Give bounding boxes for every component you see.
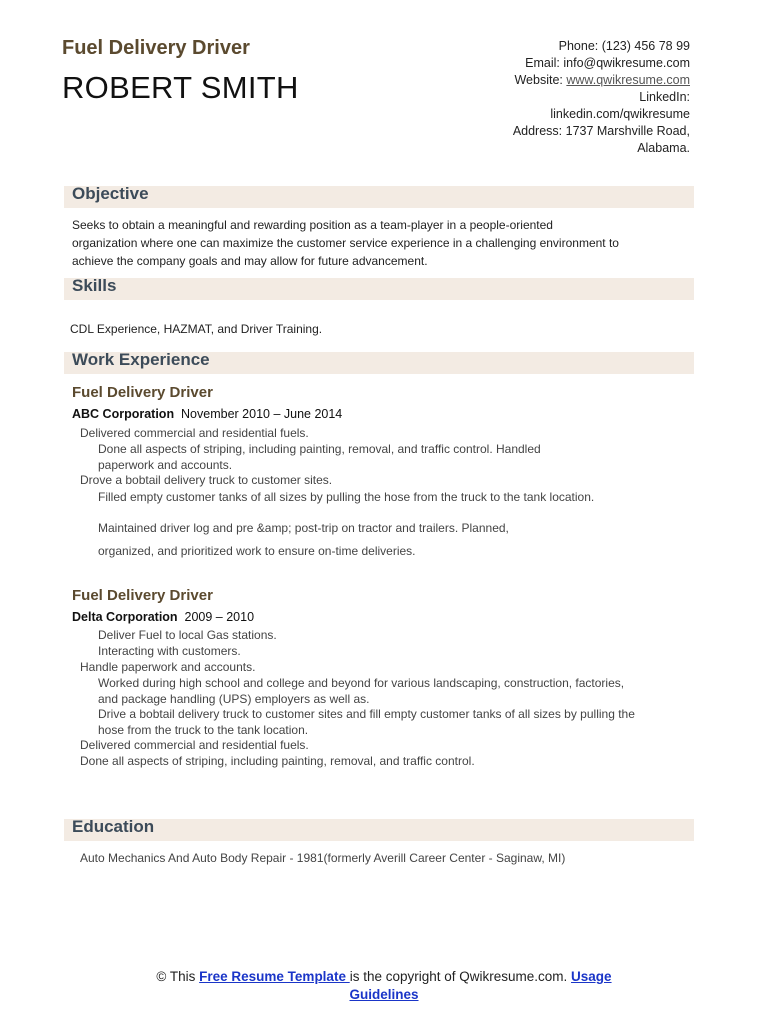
free-resume-template-link[interactable]: Free Resume Template xyxy=(199,969,350,984)
objective-text xyxy=(72,216,692,270)
skills-section-band xyxy=(64,278,694,300)
job-duty: Done all aspects of striping, including painting, removal, and traffic control. xyxy=(80,754,475,768)
objective-line: organization where one can maximize the customer service experience in a challenging environment to xyxy=(72,236,619,250)
contact-website-label: Website: xyxy=(514,73,567,87)
contact-block xyxy=(430,38,690,157)
job-duty: organized, and prioritized work to ensure on-time deliveries. xyxy=(98,544,416,558)
contact-linkedin-label: LinkedIn: xyxy=(639,90,690,104)
footer-middle: is the copyright of Qwikresume.com. xyxy=(349,969,572,984)
job-company: ABC Corporation xyxy=(72,407,175,421)
job-duty: Done all aspects of striping, including painting, removal, and traffic control. Handled xyxy=(98,442,541,456)
footer-copyright xyxy=(0,968,768,1004)
job-duty: Worked during high school and college and beyond for various landscaping, construction, factories, xyxy=(98,676,625,690)
job-duty: Drove a bobtail delivery truck to customer sites. xyxy=(80,473,333,487)
objective-line: Seeks to obtain a meaningful and rewarding position as a team-player in a people-oriented xyxy=(72,218,553,232)
skills-heading: Skills xyxy=(72,276,117,295)
contact-address-line1: Address: 1737 Marshville Road, xyxy=(512,124,690,138)
job-duty: Filled empty customer tanks of all sizes by pulling the hose from the truck to the tank location. xyxy=(98,490,595,504)
job-duty: Delivered commercial and residential fuels. xyxy=(80,426,309,440)
job-duty: Delivered commercial and residential fuels. xyxy=(80,738,309,752)
job-title: Fuel Delivery Driver xyxy=(72,587,213,604)
job-duty: hose from the truck to the tank location. xyxy=(98,723,309,737)
job-duty: Deliver Fuel to local Gas stations. xyxy=(98,628,277,642)
contact-linkedin-value: linkedin.com/qwikresume xyxy=(550,107,690,121)
job-dates: November 2010 – June 2014 xyxy=(181,407,343,421)
job-title: Fuel Delivery Driver xyxy=(72,384,213,401)
skills-text: CDL Experience, HAZMAT, and Driver Training. xyxy=(70,322,323,336)
footer-prefix: © This xyxy=(156,969,200,984)
contact-phone: Phone: (123) 456 78 99 xyxy=(558,39,690,53)
job-employer-line xyxy=(72,610,254,624)
objective-section-band xyxy=(64,186,694,208)
contact-website xyxy=(430,72,690,89)
contact-email: Email: info@qwikresume.com xyxy=(525,56,690,70)
job-duty: and package handling (UPS) employers as well as. xyxy=(98,692,370,706)
job-duty: Handle paperwork and accounts. xyxy=(80,660,256,674)
objective-line: achieve the company goals and may allow for future advancement. xyxy=(72,254,428,268)
resume-job-title: Fuel Delivery Driver xyxy=(62,37,250,59)
job-company: Delta Corporation xyxy=(72,610,178,624)
job-duty: Interacting with customers. xyxy=(98,644,241,658)
education-heading: Education xyxy=(72,817,155,836)
usage-link[interactable]: Usage xyxy=(571,969,612,984)
website-link[interactable]: www.qwikresume.com xyxy=(566,73,690,87)
job-duty: paperwork and accounts. xyxy=(98,458,233,472)
job-duty: Drive a bobtail delivery truck to customer sites and fill empty customer tanks of all sizes by pulling the xyxy=(98,707,635,721)
objective-heading: Objective xyxy=(72,184,149,203)
guidelines-link[interactable]: Guidelines xyxy=(349,987,419,1002)
education-section-band xyxy=(64,819,694,841)
candidate-name: ROBERT SMITH xyxy=(62,70,299,105)
contact-address-line2: Alabama. xyxy=(637,141,690,155)
job-dates: 2009 – 2010 xyxy=(184,610,255,624)
job-employer-line xyxy=(72,407,342,421)
education-entry: Auto Mechanics And Auto Body Repair - 1981(formerly Averill Career Center - Saginaw, MI) xyxy=(80,851,566,865)
work-heading: Work Experience xyxy=(72,350,210,369)
job-duty: Maintained driver log and pre &amp; post-trip on tractor and trailers. Planned, xyxy=(98,521,509,535)
